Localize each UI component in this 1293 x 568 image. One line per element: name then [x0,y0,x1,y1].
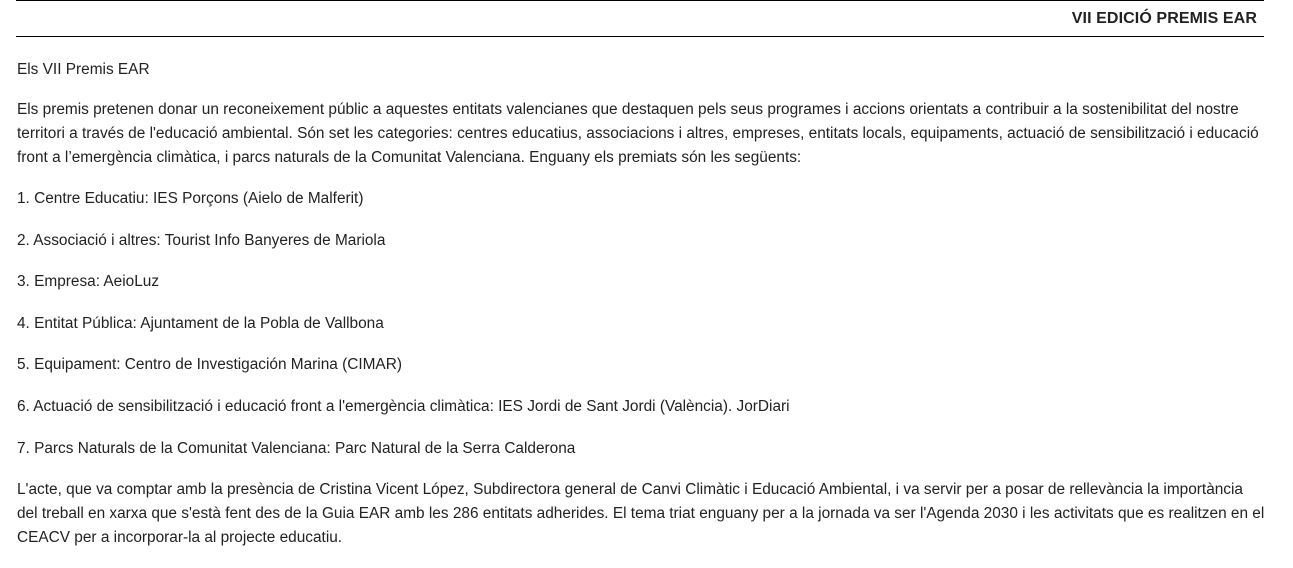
award-item: 5. Equipament: Centro de Investigación Marina (CIMAR) [17,356,402,374]
awards-list [17,187,1267,461]
closing-paragraph: L'acte, que va comptar amb la presència de Cristina Vicent López, Subdirectora general de Canvi Climàtic i Educació Ambiental, i va servir per a posar de rellevància la importància del treball en xarxa que s'està fent des de la Guia EAR amb les 286 entitats adherides. El tema triat enguany per a la jornada va ser l'Agenda 2030 i les activitats que es realitzen en el CEACV per a incorporar-la al projecte educatiu. [17,481,1265,547]
award-item: 4. Entitat Pública: Ajuntament de la Pobla de Vallbona [17,314,384,332]
article-body [17,58,1267,567]
award-item: 6. Actuació de sensibilització i educació front a l'emergència climàtica: IES Jordi de Sant Jordi (València). JorDiari [17,397,790,415]
award-item: 2. Associació i altres: Tourist Info Banyeres de Mariola [17,231,386,249]
section-title: VII EDICIÓ PREMIS EAR [1071,10,1257,27]
award-item: 1. Centre Educatiu: IES Porçons (Aielo de Malferit) [17,190,364,207]
section-header [16,0,1264,37]
intro-paragraph: Els premis pretenen donar un reconeixement públic a aquestes entitats valencianes que destaquen pels seus programes i accions orientats a contribuir a la sostenibilitat del nostre territori a través de l'educació ambiental. Són set les categories: centres educatius, associacions i altres, empreses, entitats locals, equipaments, actuació de sensibilització i educació front a l’emergència climàtica, i parcs naturals de la Comunitat Valenciana. Enguany els premiats són les següents: [17,101,1259,166]
award-item: 7. Parcs Naturals de la Comunitat Valenciana: Parc Natural de la Serra Calderona [17,439,576,457]
award-item: 3. Empresa: AeioLuz [17,273,160,291]
article-title: Els VII Premis EAR [17,61,150,78]
